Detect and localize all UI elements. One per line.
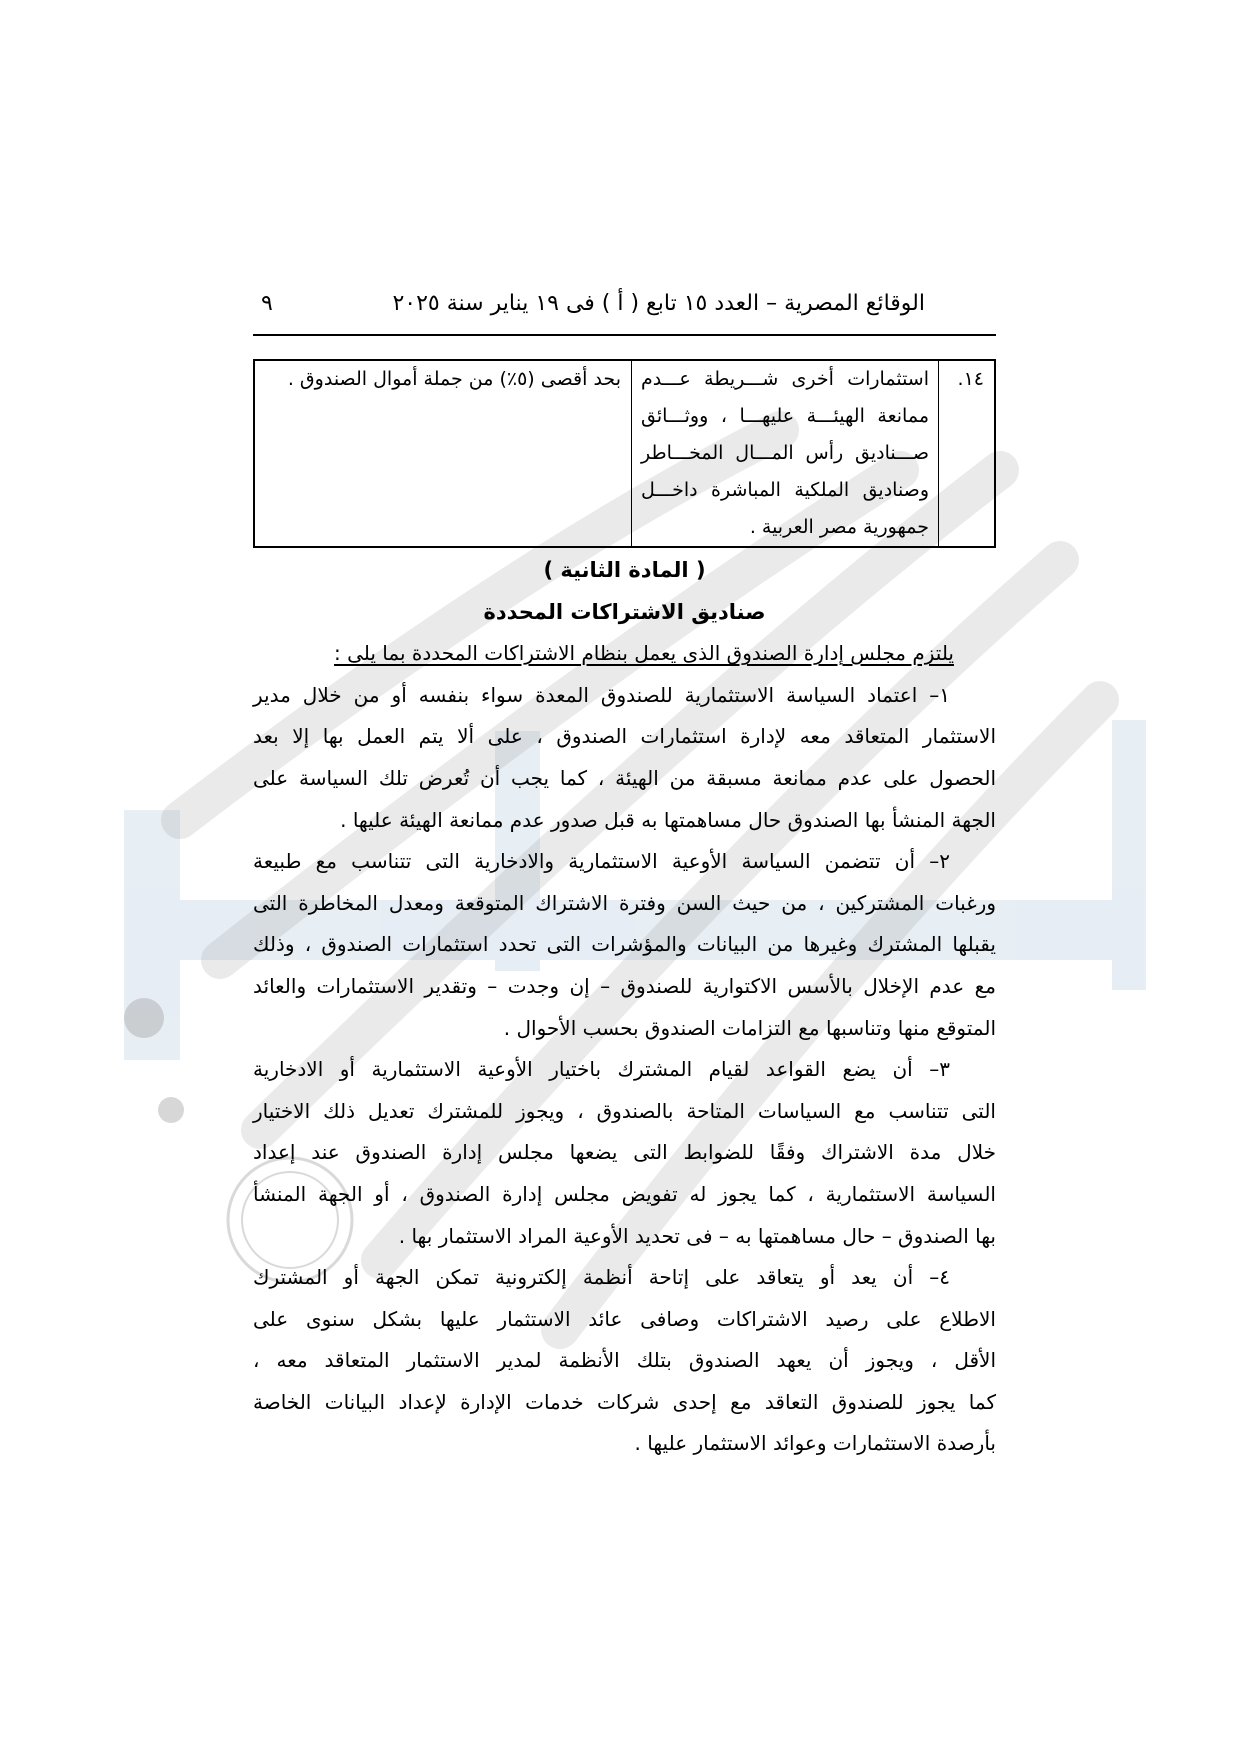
paragraph-line: كما يجوز للصندوق التعاقد مع إحدى شركات خدمات الإدارة لإعداد البيانات الخاصة (253, 1389, 996, 1414)
paragraph-2 (253, 841, 996, 1049)
paragraph-line-box (253, 1216, 996, 1258)
description-line: استثمارات أخرى شـــريطة عـــدم (641, 368, 929, 390)
paragraph-line: يقبلها المشترك وغيرها من البيانات والمؤشرات التى تحدد استثمارات الصندوق ، وذلك (253, 932, 996, 957)
description-line-box (641, 361, 929, 398)
limit-text: بحد أقصى (٥٪) من جملة أموال الصندوق . (287, 368, 621, 390)
paragraph-line: التى تتناسب مع السياسات المتاحة بالصندوق ، ويجوز للمشترك تعديل ذلك الاختيار (253, 1098, 996, 1123)
paragraph-line: السياسة الاستثمارية ، كما يجوز له تفويض مجلس إدارة الصندوق ، أو الجهة المنشأ (253, 1181, 996, 1206)
paragraph-line: ٤– أن يعد أو يتعاقد على إتاحة أنظمة إلكترونية تمكن الجهة أو المشترك (253, 1265, 950, 1290)
paragraph-line: ورغبات المشتركين ، من حيث السن وفترة الاشتراك المتوقعة ومعدل المخاطرة التى (253, 890, 996, 915)
paragraph-line: ٣– أن يضع القواعد لقيام المشترك باختيار الأوعية الاستثمارية أو الادخارية (253, 1057, 950, 1082)
description-line-box (641, 435, 929, 472)
paragraph-line-box (253, 800, 996, 842)
intro-line-box (253, 633, 996, 675)
article-body (253, 550, 996, 1465)
paragraph-line: ٢– أن تتضمن السياسة الأوعية الاستثمارية والادخارية التى تتناسب مع طبيعة (253, 849, 950, 874)
paragraph-line-box (253, 966, 996, 1008)
paragraph-line-box (253, 883, 996, 925)
paragraph-line: الأقل ، ويجوز أن يعهد الصندوق بتلك الأنظمة لمدير الاستثمار المتعاقد معه ، (253, 1348, 996, 1373)
paragraph-line-box (253, 1340, 996, 1382)
page-header (253, 286, 996, 322)
paragraph-line-box (253, 1049, 996, 1091)
paragraph-1 (253, 675, 996, 841)
header-title: الوقائع المصرية – العدد ١٥ تابع ( أ ) فى ١٩ يناير سنة ٢٠٢٥ (392, 291, 925, 316)
header-rule (253, 334, 996, 336)
paragraph-line: بأرصدة الاستثمارات وعوائد الاستثمار عليها . (634, 1431, 996, 1456)
paragraph-4 (253, 1257, 996, 1465)
description-line: صـــناديق رأس المـــال المخـــاطر (641, 442, 929, 464)
limit-cell (255, 361, 631, 546)
article-subheading: صناديق الاشتراكات المحددة (483, 599, 766, 624)
paragraph-line: الاطلاع على رصيد الاشتراكات وصافى عائد الاستثمار عليها بشكل سنوى على (253, 1306, 996, 1331)
description-line: جمهورية مصر العربية . (749, 516, 929, 538)
article-heading-box (253, 550, 996, 592)
page-number: ٩ (261, 291, 273, 316)
paragraph-line-box (253, 1299, 996, 1341)
paragraph-line-box (253, 1132, 996, 1174)
description-cell (631, 361, 938, 546)
paragraph-line-box (253, 841, 996, 883)
paragraph-line: الجهة المنشأ بها الصندوق حال مساهمتها به قبل صدور عدم ممانعة الهيئة عليها . (340, 807, 996, 832)
description-line: وصناديق الملكية المباشرة داخـــل (641, 479, 929, 501)
paragraph-line-box (253, 758, 996, 800)
paragraph-line-box (253, 1423, 996, 1465)
article-subheading-box (253, 592, 996, 634)
paragraph-line: مع عدم الإخلال بالأسس الاكتوارية للصندوق – إن وجدت – وتقدير الاستثمارات والعائد (253, 973, 996, 998)
paragraph-line: خلال مدة الاشتراك وفقًا للضوابط التى يضعها مجلس إدارة الصندوق عند إعداد (253, 1140, 996, 1165)
investment-table (253, 359, 996, 548)
paragraph-line: بها الصندوق – حال مساهمتها به – فى تحديد الأوعية المراد الاستثمار بها . (398, 1223, 996, 1248)
paragraph-line-box (253, 716, 996, 758)
description-line-box (641, 509, 929, 546)
paragraph-line: ١– اعتماد السياسة الاستثمارية للصندوق المعدة سواء بنفسه أو من خلال مدير (253, 682, 950, 707)
row-number: ١٤. (957, 368, 984, 390)
paragraph-line-box (253, 924, 996, 966)
paragraph-line-box (253, 1174, 996, 1216)
paragraph-line-box (253, 1008, 996, 1050)
limit-line-box (265, 361, 621, 398)
paragraph-line-box (253, 675, 996, 717)
intro-text: يلتزم مجلس إدارة الصندوق الذى يعمل بنظام الاشتراكات المحددة بما يلى : (334, 641, 954, 666)
paragraph-line-box (253, 1382, 996, 1424)
paragraph-line: الحصول على عدم ممانعة مسبقة من الهيئة ، كما يجب أن تُعرض تلك السياسة على (253, 765, 996, 790)
description-line: ممانعة الهيئـــة عليهـــا ، ووثـــائق (641, 405, 929, 427)
description-line-box (641, 398, 929, 435)
header-title-box (305, 286, 925, 322)
description-line-box (641, 472, 929, 509)
paragraph-line-box (253, 1091, 996, 1133)
paragraph-line: الاستثمار المتعاقد معه لإدارة استثمارات الصندوق ، على ألا يتم العمل بها إلا بعد (253, 724, 996, 749)
row-number-cell (938, 361, 994, 546)
paragraph-3 (253, 1049, 996, 1257)
paragraph-line: المتوقع منها وتناسبها مع التزامات الصندوق بحسب الأحوال . (503, 1015, 996, 1040)
paragraph-line-box (253, 1257, 996, 1299)
article-heading: ( المادة الثانية ) (543, 558, 706, 582)
